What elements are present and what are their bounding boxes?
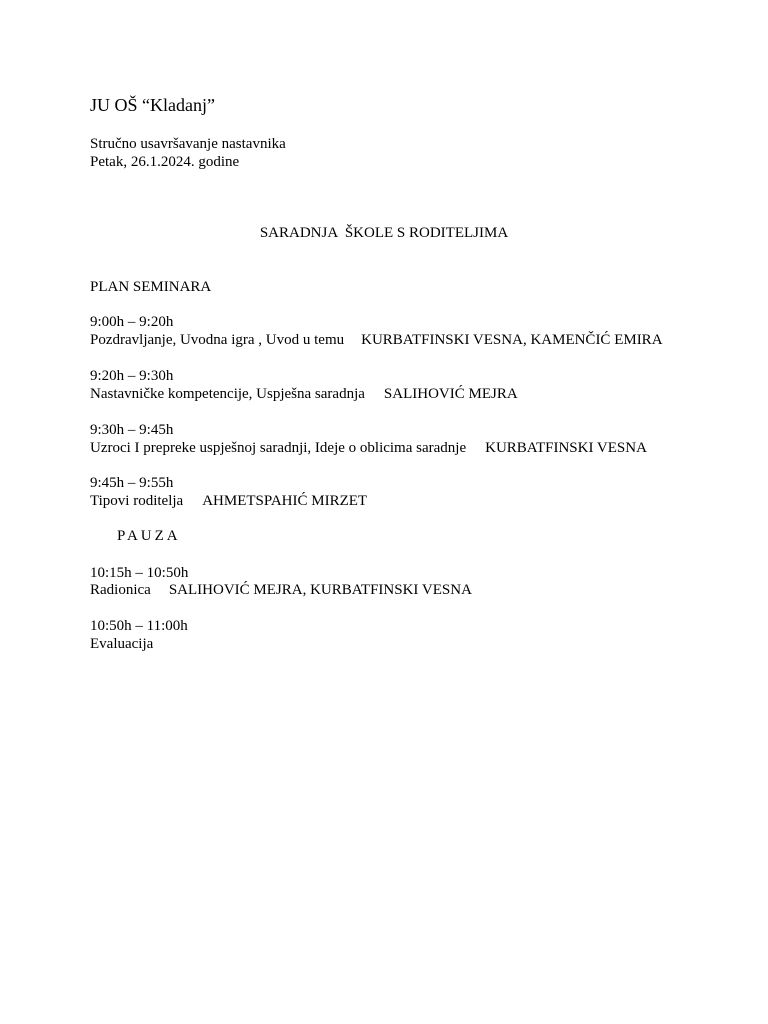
session-time: 10:15h – 10:50h: [90, 565, 189, 581]
document-title: SARADNJA ŠKOLE S RODITELJIMA: [259, 225, 509, 241]
session-topic: Nastavničke kompetencije, Uspješna saradnja: [90, 386, 365, 402]
session-presenters: SALIHOVIĆ MEJRA: [383, 386, 518, 402]
session-topic: Tipovi roditelja: [90, 493, 184, 509]
session-topic: Radionica: [90, 582, 151, 598]
plan-heading: PLAN SEMINARA: [90, 279, 212, 295]
session-row: [90, 439, 647, 457]
session-row: [90, 331, 663, 349]
session-topic: Uzroci I prepreke uspješnoj saradnji, Ideje o oblicima saradnje: [90, 440, 467, 456]
session-row: [90, 581, 472, 599]
session-row: [90, 385, 518, 403]
session-presenters: KURBATFINSKI VESNA: [485, 440, 647, 456]
session-presenters: AHMETSPAHIĆ MIRZET: [202, 493, 368, 509]
session-time: 9:45h – 9:55h: [90, 475, 174, 491]
session-row: [90, 492, 367, 510]
session-time: 9:20h – 9:30h: [90, 368, 174, 384]
session-topic: Evaluacija: [90, 636, 154, 652]
session-time: 10:50h – 11:00h: [90, 618, 188, 634]
event-date: Petak, 26.1.2024. godine: [90, 154, 240, 170]
session-presenters: KURBATFINSKI VESNA, KAMENČIĆ EMIRA: [361, 332, 663, 348]
session-topic: Pozdravljanje, Uvodna igra , Uvod u temu: [90, 332, 345, 348]
session-presenters: SALIHOVIĆ MEJRA, KURBATFINSKI VESNA: [168, 582, 472, 598]
session-time: 9:00h – 9:20h: [90, 314, 174, 330]
pause-label: PAUZA: [117, 528, 181, 544]
session-row: [90, 635, 153, 653]
school-name: JU OŠ “Kladanj”: [90, 95, 215, 115]
session-time: 9:30h – 9:45h: [90, 422, 174, 438]
event-name: Stručno usavršavanje nastavnika: [90, 136, 286, 152]
